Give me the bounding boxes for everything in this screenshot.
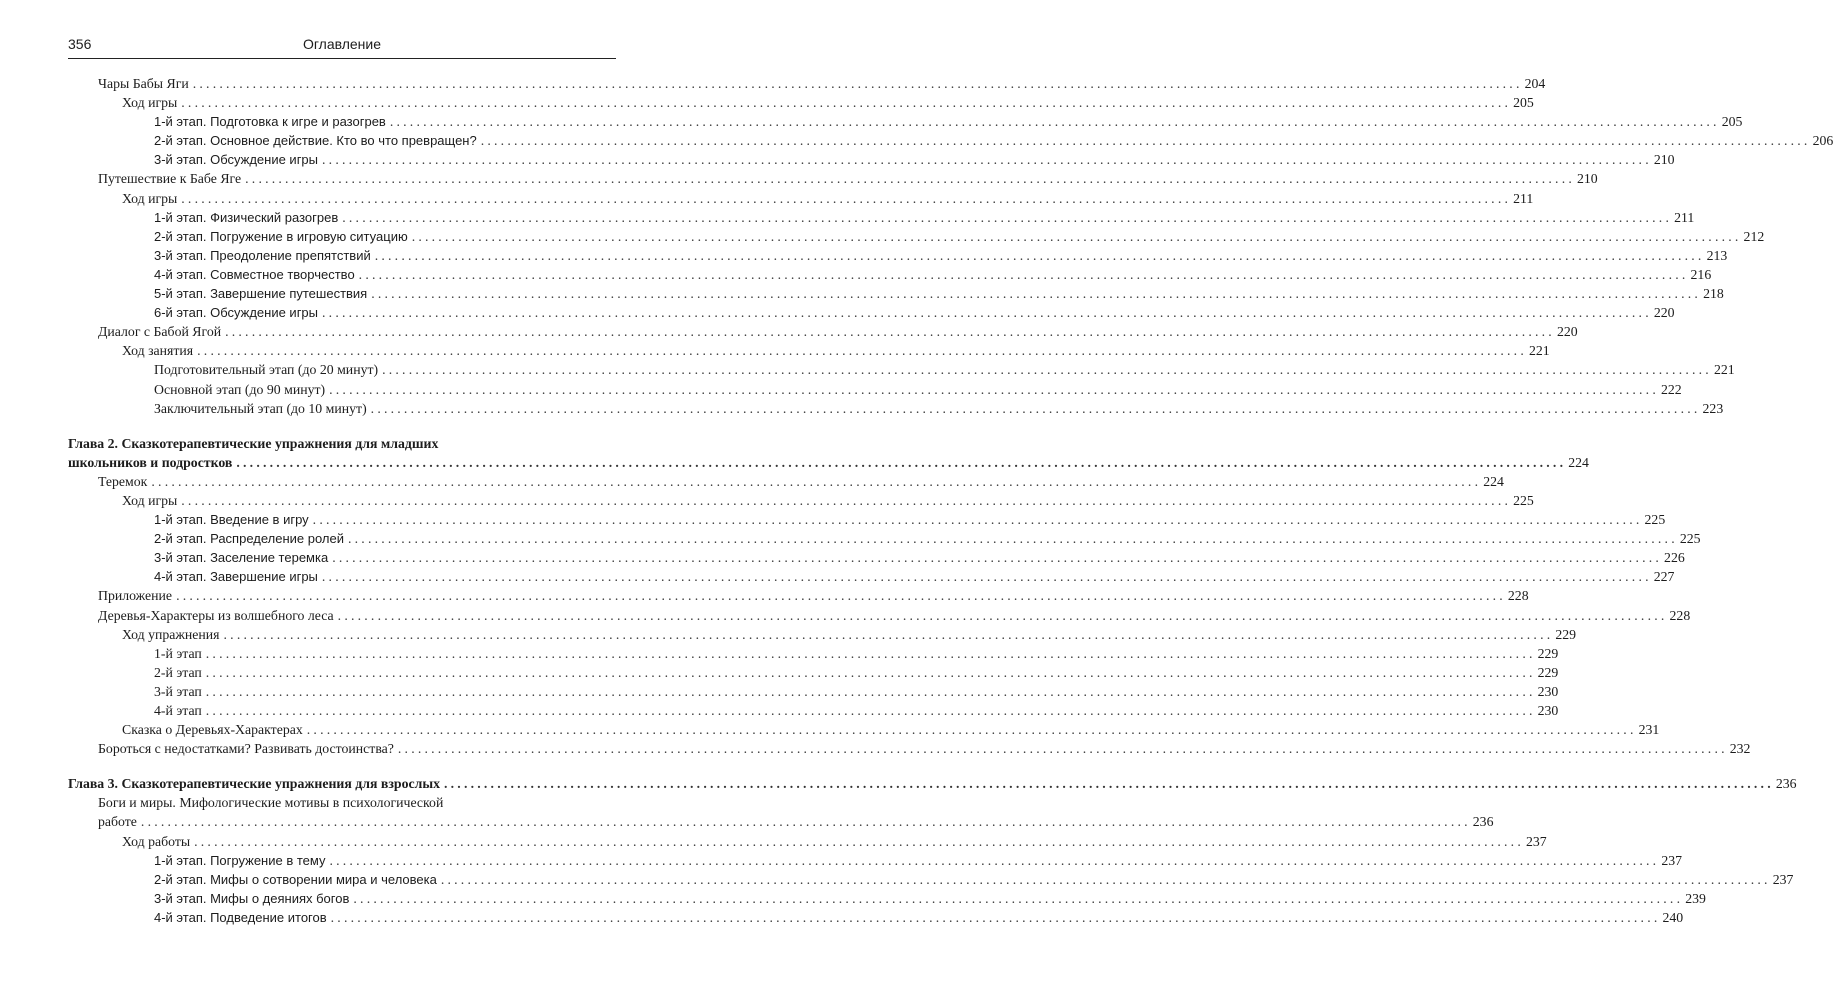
- dot-leader: ........................................................................................................................................................................................................: [192, 76, 1523, 91]
- toc-entry-title: Сказка о Деревьях-Характерах: [122, 722, 303, 738]
- toc-entry: [68, 720, 1660, 739]
- toc-page-number: 229: [1537, 664, 1559, 680]
- toc-entry-title: школьников и подростков: [68, 454, 233, 470]
- dot-leader: ........................................................................................................................................................................................................: [389, 114, 1720, 130]
- toc-entry: [68, 399, 1724, 418]
- toc-page-number: 221: [1528, 343, 1550, 359]
- toc-page-number: 211: [1674, 209, 1695, 225]
- toc-page-number: 237: [1772, 871, 1794, 887]
- toc-entry-title: 5-й этап. Завершение путешествия: [154, 286, 368, 302]
- dot-leader: ........................................................................................................................................................................................................: [197, 343, 1527, 359]
- toc-entry: [68, 360, 1735, 379]
- toc-entry: [68, 851, 1683, 870]
- toc-page-number: 224: [1483, 473, 1504, 489]
- dot-leader: ........................................................................................................................................................................................................: [322, 152, 1652, 168]
- toc-page-number: 228: [1669, 607, 1691, 623]
- dot-leader: ........................................................................................................................................................................................................: [181, 95, 1512, 111]
- toc-entry: [68, 870, 1794, 889]
- toc-entry: [68, 265, 1712, 284]
- dot-leader: ........................................................................................................................................................................................................: [342, 209, 1673, 225]
- toc-entry-title: 3-й этап. Заселение теремка: [154, 550, 329, 566]
- dot-leader: ........................................................................................................................................................................................................: [382, 362, 1712, 378]
- toc-entry-title: Путешествие к Бабе Яге: [98, 171, 242, 187]
- toc-entry: [68, 131, 1833, 150]
- toc-entry-title: 4-й этап. Совместное творчество: [154, 266, 355, 282]
- toc-entry: [68, 663, 1559, 682]
- toc-page-number: 211: [1513, 190, 1534, 206]
- toc-page-number: 225: [1679, 531, 1701, 547]
- toc-entry: [68, 112, 1743, 131]
- dot-leader: ........................................................................................................................................................................................................: [205, 703, 1536, 718]
- toc-chapter: [68, 434, 1589, 472]
- toc-entry-title: Основной этап (до 90 минут): [154, 381, 326, 397]
- dot-leader: ........................................................................................................................................................................................................: [322, 305, 1652, 321]
- dot-leader: ........................................................................................................................................................................................................: [312, 512, 1643, 528]
- toc-entry-title: Ход занятия: [122, 343, 194, 359]
- toc-entry: [68, 567, 1675, 586]
- toc-entry-title: 3-й этап. Мифы о деяниях богов: [154, 890, 350, 906]
- toc-entry-title: 3-й этап. Обсуждение игры: [154, 152, 319, 168]
- toc-page-number: 231: [1638, 722, 1660, 738]
- toc-page-number: 220: [1653, 305, 1675, 321]
- toc-entry: [68, 322, 1578, 341]
- toc-entry-title: Ход работы: [122, 833, 191, 849]
- dot-leader: ........................................................................................................................................................................................................: [374, 247, 1705, 263]
- dot-leader: ........................................................................................................................................................................................................: [225, 324, 1555, 340]
- toc-page-number: 232: [1729, 741, 1751, 757]
- toc-entry-title: 1-й этап. Подготовка к игре и разогрев: [154, 114, 386, 130]
- toc-entry-title-line: Глава 2. Сказкотерапевтические упражнения для младших: [68, 435, 439, 451]
- dot-leader: ........................................................................................................................................................................................................: [444, 776, 1774, 792]
- dot-leader: ........................................................................................................................................................................................................: [397, 741, 1728, 757]
- toc-page-number: 226: [1664, 550, 1685, 566]
- toc-page-number: 220: [1556, 324, 1578, 340]
- toc-page-number: 210: [1653, 152, 1675, 168]
- dot-leader: ........................................................................................................................................................................................................: [321, 569, 1652, 585]
- toc-entry: [68, 246, 1728, 265]
- toc-entry: [68, 303, 1675, 322]
- toc-entry: [68, 380, 1682, 399]
- toc-entry-title: Глава 3. Сказкотерапевтические упражнения для взрослых: [68, 776, 440, 792]
- toc-page-number: 205: [1721, 114, 1743, 130]
- dot-leader: ........................................................................................................................................................................................................: [411, 228, 1742, 244]
- toc-entry-title: 4-й этап: [154, 703, 202, 718]
- toc-entry: [68, 93, 1534, 112]
- dot-leader: ........................................................................................................................................................................................................: [181, 492, 1512, 508]
- dot-leader: ........................................................................................................................................................................................................: [330, 909, 1661, 925]
- dot-leader: ........................................................................................................................................................................................................: [151, 473, 1482, 489]
- toc-page-number: 236: [1472, 814, 1494, 830]
- toc-page-number: 230: [1537, 703, 1559, 718]
- toc-entry: [68, 529, 1701, 548]
- dot-leader: ........................................................................................................................................................................................................: [223, 626, 1554, 642]
- toc-page-number: 237: [1661, 852, 1683, 868]
- toc-page-number: 223: [1702, 400, 1724, 416]
- dot-leader: ........................................................................................................................................................................................................: [370, 400, 1701, 416]
- dot-leader: ........................................................................................................................................................................................................: [353, 890, 1684, 906]
- toc-chapter: [68, 774, 1797, 793]
- toc-entry: [68, 510, 1666, 529]
- toc-entry: [68, 606, 1691, 625]
- toc-entry-title: 1-й этап: [154, 645, 202, 661]
- toc-entry-title: Бороться с недостатками? Развивать достоинства?: [98, 741, 394, 757]
- toc-entry-title: Ход игры: [122, 492, 178, 508]
- running-header: [68, 36, 616, 59]
- toc-entry: [68, 625, 1577, 644]
- toc-entry: [68, 208, 1695, 227]
- toc-entry-title: 2-й этап. Основное действие. Кто во что превращен?: [154, 133, 477, 149]
- toc-entry-title-line: Боги и миры. Мифологические мотивы в психологической: [98, 795, 444, 811]
- toc-page-number: 225: [1644, 512, 1666, 528]
- toc-entry: [68, 472, 1504, 491]
- toc-entry: [68, 682, 1559, 701]
- toc-page-number: 236: [1775, 776, 1797, 792]
- toc-page-number: 229: [1537, 645, 1559, 661]
- toc-page-number: 237: [1525, 833, 1547, 849]
- toc-entry-title: 1-й этап. Физический разогрев: [154, 209, 339, 225]
- toc-page-number: 204: [1524, 76, 1546, 91]
- toc-entry: [68, 701, 1559, 720]
- toc-page-number: 229: [1555, 626, 1577, 642]
- toc-page-number: 222: [1660, 381, 1682, 397]
- toc-page-number: 218: [1703, 286, 1724, 302]
- toc-entry-title: 2-й этап. Погружение в игровую ситуацию: [154, 228, 408, 244]
- toc-entry-title: 2-й этап. Мифы о сотворении мира и человека: [154, 871, 437, 887]
- toc-page-number: 216: [1690, 266, 1712, 282]
- toc-entry-title: Заключительный этап (до 10 минут): [154, 400, 367, 416]
- toc-entry-title: 2-й этап: [154, 664, 202, 680]
- dot-leader: ........................................................................................................................................................................................................: [358, 266, 1689, 282]
- toc-entry-title: Теремок: [98, 473, 148, 489]
- toc-entry-title: Диалог с Бабой Ягой: [98, 324, 222, 340]
- dot-leader: ........................................................................................................................................................................................................: [176, 588, 1506, 604]
- toc-entry: [68, 74, 1546, 93]
- dot-leader: ........................................................................................................................................................................................................: [140, 814, 1471, 830]
- toc-page-number: 205: [1513, 95, 1534, 111]
- toc-entry-title: 4-й этап. Подведение итогов: [154, 909, 327, 925]
- toc-page-number: 225: [1513, 492, 1534, 508]
- toc-entry: [68, 739, 1751, 758]
- toc-entry: [68, 341, 1550, 360]
- toc-page-number: 228: [1507, 588, 1529, 604]
- table-of-contents: [68, 74, 1833, 927]
- dot-leader: ........................................................................................................................................................................................................: [194, 833, 1524, 849]
- dot-leader: ........................................................................................................................................................................................................: [205, 683, 1536, 699]
- toc-page-number: 210: [1577, 171, 1598, 187]
- dot-leader: ........................................................................................................................................................................................................: [337, 607, 1668, 623]
- toc-entry-title: Ход игры: [122, 95, 178, 111]
- toc-entry-title: Ход упражнения: [122, 626, 220, 642]
- dot-leader: ........................................................................................................................................................................................................: [440, 871, 1771, 887]
- toc-entry-title: 1-й этап. Введение в игру: [154, 512, 309, 528]
- toc-page-number: 221: [1713, 362, 1735, 378]
- dot-leader: ........................................................................................................................................................................................................: [329, 852, 1660, 868]
- toc-entry: [68, 227, 1765, 246]
- toc-page-number: 224: [1568, 454, 1589, 470]
- toc-entry-title: 4-й этап. Завершение игры: [154, 569, 318, 585]
- toc-page-number: 230: [1537, 683, 1559, 699]
- dot-leader: ........................................................................................................................................................................................................: [348, 531, 1678, 547]
- toc-entry-title: 2-й этап. Распределение ролей: [154, 531, 344, 547]
- toc-page-number: 227: [1653, 569, 1675, 585]
- toc-entry-title: 6-й этап. Обсуждение игры: [154, 305, 319, 321]
- toc-entry: [68, 644, 1559, 663]
- dot-leader: ........................................................................................................................................................................................................: [205, 664, 1536, 680]
- dot-leader: ........................................................................................................................................................................................................: [371, 286, 1702, 302]
- toc-entry-title: Деревья-Характеры из волшебного леса: [98, 607, 334, 623]
- toc-page-number: 206: [1812, 133, 1833, 149]
- dot-leader: ........................................................................................................................................................................................................: [332, 550, 1663, 566]
- toc-entry-title: Приложение: [98, 588, 173, 604]
- toc-entry: [68, 832, 1547, 851]
- dot-leader: ........................................................................................................................................................................................................: [245, 171, 1575, 187]
- toc-page-number: 240: [1662, 909, 1684, 925]
- toc-entry: [68, 548, 1685, 567]
- toc-entry: [68, 189, 1534, 208]
- dot-leader: ........................................................................................................................................................................................................: [205, 645, 1536, 661]
- toc-entry: [68, 284, 1724, 303]
- dot-leader: ........................................................................................................................................................................................................: [181, 190, 1512, 206]
- toc-page-number: 213: [1706, 247, 1728, 263]
- toc-entry-title: работе: [98, 814, 137, 830]
- toc-entry: [68, 889, 1706, 908]
- page-number: 356: [68, 36, 92, 52]
- dot-leader: ........................................................................................................................................................................................................: [480, 133, 1811, 149]
- toc-entry: [68, 169, 1598, 188]
- toc-entry: [68, 908, 1684, 927]
- toc-entry-title: 1-й этап. Погружение в тему: [154, 852, 326, 868]
- toc-entry-title: Чары Бабы Яги: [98, 76, 189, 91]
- toc-page-number: 212: [1743, 228, 1765, 244]
- toc-entry-title: 3-й этап: [154, 683, 202, 699]
- toc-entry: [68, 793, 1494, 831]
- toc-entry-title: Ход игры: [122, 190, 178, 206]
- dot-leader: ........................................................................................................................................................................................................: [329, 381, 1659, 397]
- toc-entry-title: Подготовительный этап (до 20 минут): [154, 362, 379, 378]
- toc-entry: [68, 586, 1529, 605]
- toc-page-number: 239: [1685, 890, 1706, 906]
- toc-entry: [68, 150, 1675, 169]
- toc-entry-title: 3-й этап. Преодоление препятствий: [154, 247, 371, 263]
- running-title: Оглавление: [302, 36, 382, 52]
- toc-entry: [68, 491, 1534, 510]
- dot-leader: ........................................................................................................................................................................................................: [306, 722, 1637, 738]
- dot-leader: ........................................................................................................................................................................................................: [236, 454, 1567, 470]
